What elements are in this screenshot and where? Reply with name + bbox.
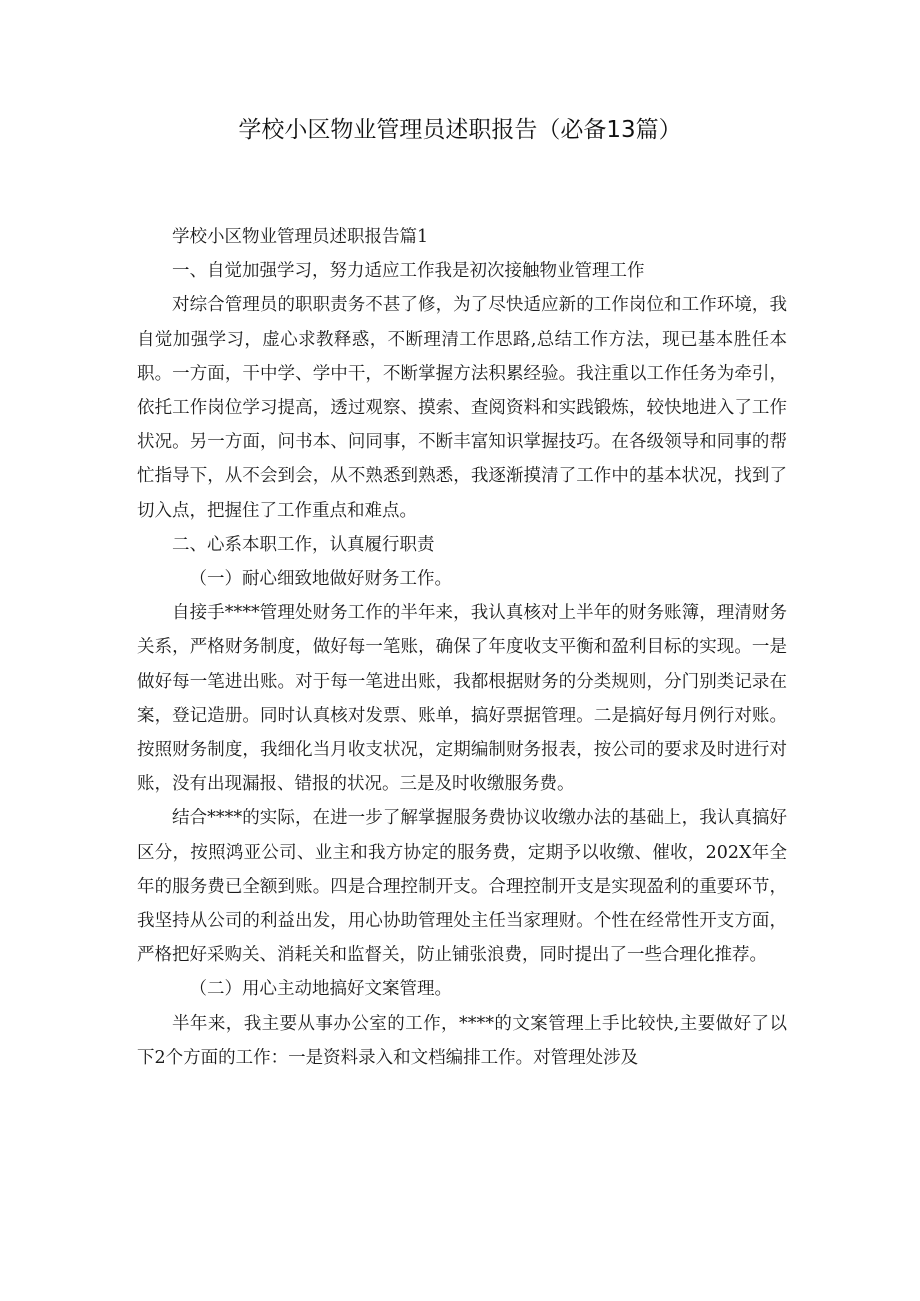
document-title: 学校小区物业管理员述职报告（必备13篇）: [238, 117, 682, 143]
subsection-heading: 一、自觉加强学习，努力适应工作我是初次接触物业管理工作: [172, 261, 645, 282]
body-paragraph: 半年来，我主要从事办公室的工作，****的文案管理上手比较快,主要做好了以下2个方面的工作：一是资料录入和文档编排工作。对管理处涉及: [137, 1013, 787, 1068]
document-body: [137, 220, 787, 1075]
subsection-heading: 二、心系本职工作，认真履行职责: [172, 534, 435, 555]
body-paragraph: 对综合管理员的职职责务不甚了修，为了尽快适应新的工作岗位和工作环境，我自觉加强学习，虚心求教释惑，不断理清工作思路,总结工作方法，现已基本胜任本职。一方面，干中学、学中干，不断掌握方法积累经验。我注重以工作任务为牵引，依托工作岗位学习提高，透过观察、摸索、查阅资料和实践锻炼，较快地进入了工作状况。另一方面，问书本、问同事，不断丰富知识掌握技巧。在各级领导和同事的帮忙指导下，从不会到会，从不熟悉到熟悉，我逐渐摸清了工作中的基本状况，找到了切入点，把握住了工作重点和难点。: [137, 295, 787, 521]
body-paragraph: 结合****的实际，在进一步了解掌握服务费协议收缴办法的基础上，我认真搞好区分，按照鸿亚公司、业主和我方协定的服务费，定期予以收缴、催收，202X年全年的服务费已全额到账。四是合理控制开支。合理控制开支是实现盈利的重要环节，我坚持从公司的利益出发，用心协助管理处主任当家理财。个性在经常性开支方面，严格把好采购关、消耗关和监督关，防止铺张浪费，同时提出了一些合理化推荐。: [137, 808, 787, 966]
sub-item-heading: （二）用心主动地搞好文案管理。: [189, 979, 452, 1000]
section-heading: 学校小区物业管理员述职报告篇1: [172, 227, 429, 247]
body-paragraph: 自接手****管理处财务工作的半年来，我认真核对上半年的财务账簿，理清财务关系，严格财务制度，做好每一笔账，确保了年度收支平衡和盈利目标的实现。一是做好每一笔进出账。对于每一笔进出账，我都根据财务的分类规则，分门别类记录在案，登记造册。同时认真核对发票、账单，搞好票据管理。二是搞好每月例行对账。按照财务制度，我细化当月收支状况，定期编制财务报表，按公司的要求及时进行对账，没有出现漏报、错报的状况。三是及时收缴服务费。: [137, 603, 787, 795]
sub-item-heading: （一）耐心细致地做好财务工作。: [189, 569, 452, 590]
